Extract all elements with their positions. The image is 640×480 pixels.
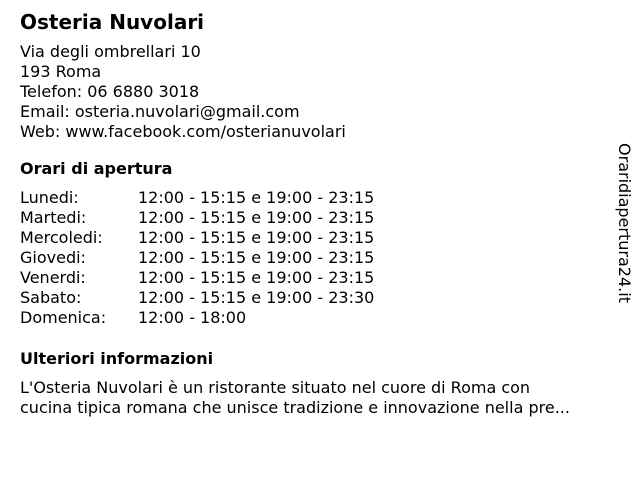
hours-row-sabato [20,288,610,308]
address-block [20,42,610,142]
address-street: Via degli ombrellari 10 [20,42,201,61]
hours-row-domenica [20,308,610,328]
more-info-section [20,348,610,418]
hours-day: Lunedi: [20,188,79,207]
hours-time: 12:00 - 15:15 e 19:00 - 23:15 [138,228,375,247]
hours-day: Giovedi: [20,248,86,267]
web-line: Web: www.facebook.com/osterianuvolari [20,122,346,141]
hours-row-venerdi [20,268,610,288]
opening-hours-title: Orari di apertura [20,159,173,178]
hours-row-mercoledi [20,228,610,248]
hours-time: 12:00 - 15:15 e 19:00 - 23:15 [138,268,375,287]
hours-time: 12:00 - 18:00 [138,308,247,327]
hours-time: 12:00 - 15:15 e 19:00 - 23:15 [138,248,375,267]
restaurant-card [20,8,610,418]
brand-side-text: Oraridiapertura24.it [615,143,634,303]
more-info-text [20,378,620,418]
restaurant-name: Osteria Nuvolari [20,10,205,34]
email-line: Email: osteria.nuvolari@gmail.com [20,102,300,121]
more-info-line: L'Osteria Nuvolari è un ristorante situato nel cuore di Roma con [20,378,531,397]
hours-time: 12:00 - 15:15 e 19:00 - 23:15 [138,208,375,227]
address-city: 193 Roma [20,62,102,81]
hours-day: Domenica: [20,308,107,327]
hours-day: Sabato: [20,288,82,307]
hours-day: Mercoledi: [20,228,103,247]
opening-hours-table [20,188,610,328]
hours-time: 12:00 - 15:15 e 19:00 - 23:30 [138,288,375,307]
opening-hours-section [20,158,610,328]
hours-time: 12:00 - 15:15 e 19:00 - 23:15 [138,188,375,207]
hours-day: Martedi: [20,208,87,227]
more-info-line: cucina tipica romana che unisce tradizione e innovazione nella pre... [20,398,570,417]
hours-row-lunedi [20,188,610,208]
brand-watermark [612,136,636,310]
phone-line: Telefon: 06 6880 3018 [20,82,200,101]
hours-row-giovedi [20,248,610,268]
more-info-title: Ulteriori informazioni [20,349,214,368]
hours-row-martedi [20,208,610,228]
hours-day: Venerdi: [20,268,86,287]
